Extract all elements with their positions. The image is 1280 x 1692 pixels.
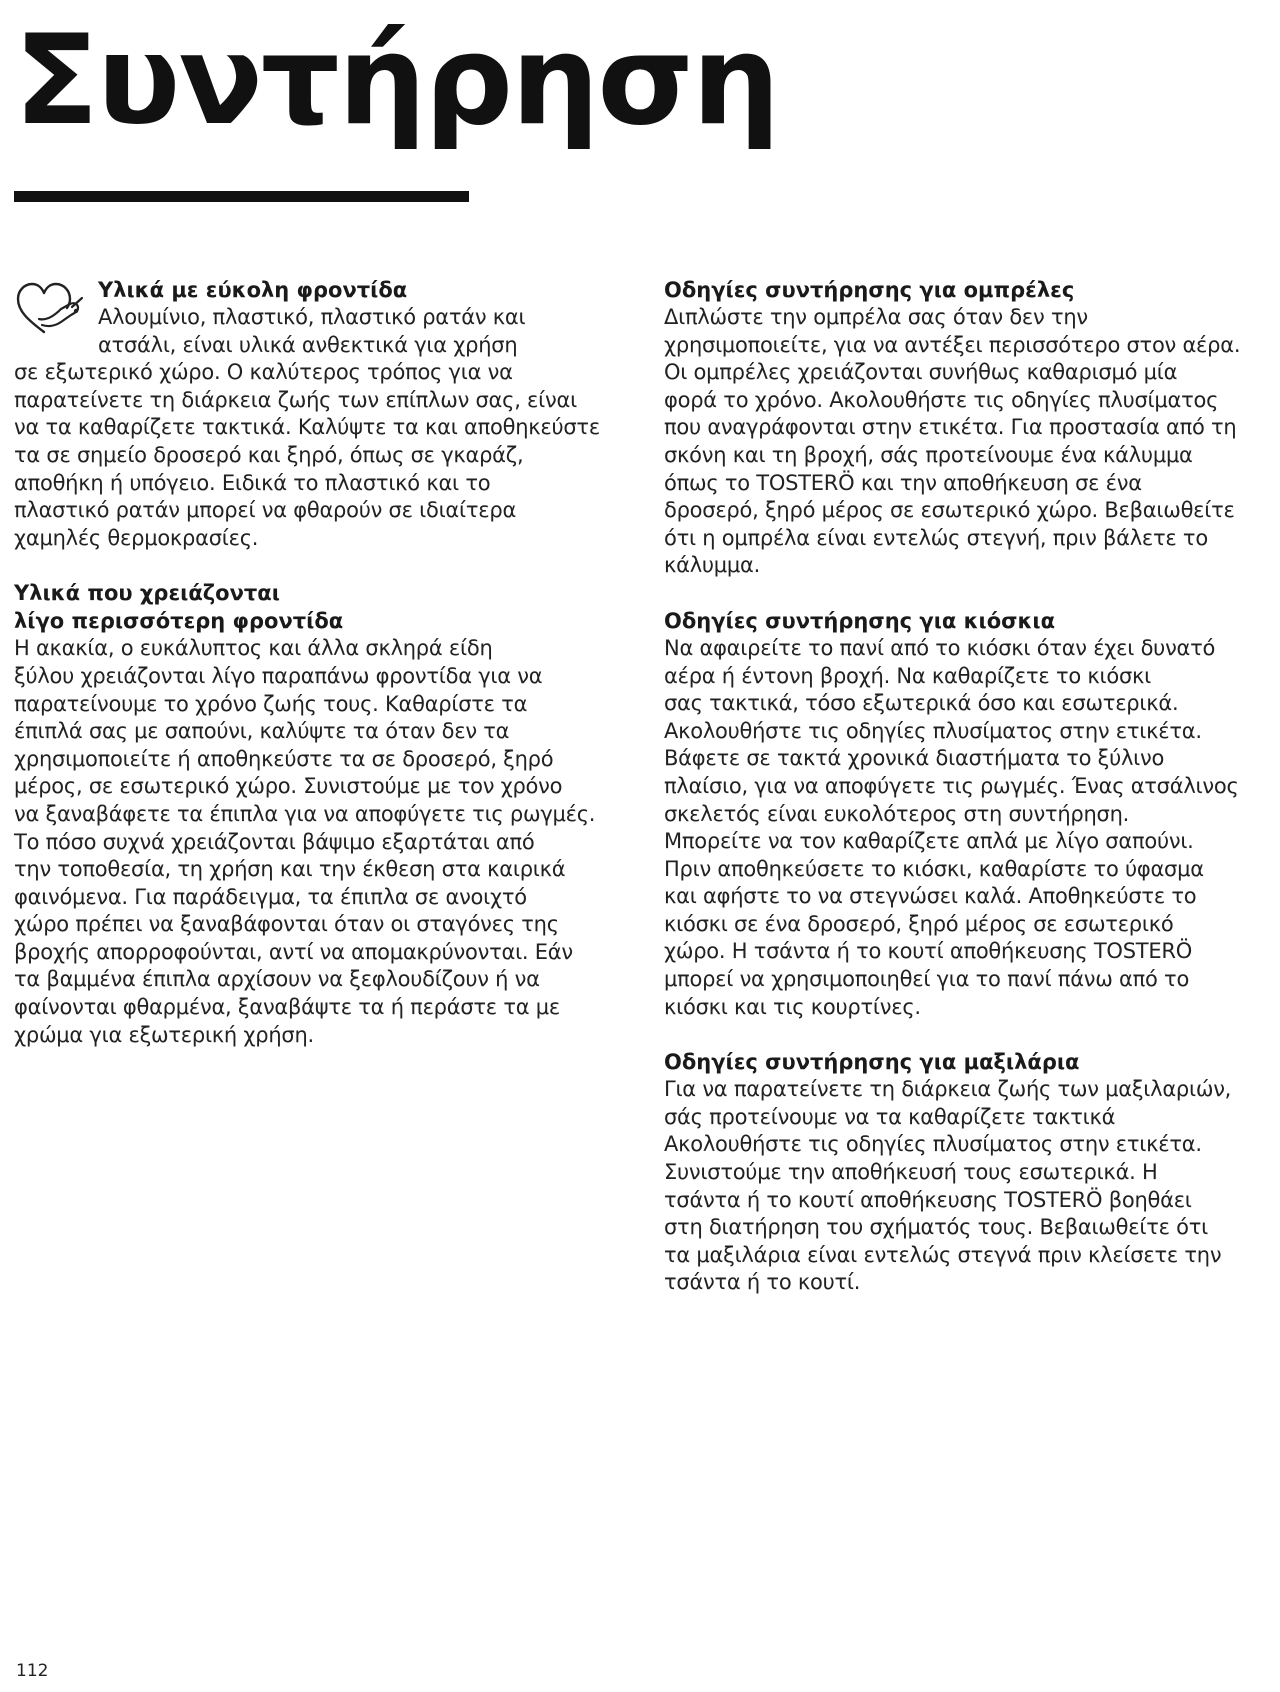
section-heading-gazebos: Οδηγίες συντήρησης για κιόσκια [664, 608, 1056, 633]
text-line: να τα καθαρίζετε τακτικά. Καλύψτε τα και αποθηκεύστε [14, 415, 600, 440]
text-line: κιόσκι σε ένα δροσερό, ξηρό μέρος σε εσωτερικό [664, 911, 1174, 936]
text-line: δροσερό, ξηρό μέρος σε εσωτερικό χώρο. Βεβαιωθείτε [664, 498, 1235, 523]
text-line: σκόνη και τη βροχή, σάς προτείνουμε ένα κάλυμμα [664, 442, 1193, 467]
text-line: στη διατήρηση του σχήματός τους. Βεβαιωθείτε ότι [664, 1215, 1208, 1240]
text-line: κάλυμμα. [664, 553, 761, 578]
text-line: Οι ομπρέλες χρειάζονται συνήθως καθαρισμό μία [664, 360, 1178, 385]
text-line: τα βαμμένα έπιπλα αρχίσουν να ξεφλουδίζουν ή να [14, 967, 540, 992]
text-line: πλαίσιο, για να αποφύγετε τις ρωγμές. Ένας ατσάλινος [664, 773, 1239, 798]
text-line: σας τακτικά, τόσο εξωτερικά όσο και εσωτερικά. [664, 691, 1179, 716]
text-line: μέρος, σε εσωτερικό χώρο. Συνιστούμε με τον χρόνο [14, 774, 563, 799]
text-line: Μπορείτε να τον καθαρίζετε απλά με λίγο σαπούνι. [664, 829, 1194, 854]
text-line: που αναγράφονται στην ετικέτα. Για προστασία από τη [664, 415, 1237, 440]
text-line: την τοποθεσία, τη χρήση και την έκθεση στα καιρικά [14, 857, 566, 882]
text-line: και αφήστε το να στεγνώσει καλά. Αποθηκεύστε το [664, 884, 1197, 909]
text-line: βροχής απορροφούνται, αντί να απομακρύνονται. Εάν [14, 939, 573, 964]
text-line: Πριν αποθηκεύσετε το κιόσκι, καθαρίστε το ύφασμα [664, 856, 1204, 881]
text-line: ότι η ομπρέλα είναι εντελώς στεγνή, πριν βάλετε το [664, 525, 1208, 550]
section-body-cushions [664, 1076, 1276, 1297]
text-line: χρησιμοποιείτε, για να αντέξει περισσότερο στον αέρα. [664, 332, 1241, 357]
text-line: μπορεί να χρησιμοποιηθεί για το πανί πάνω από το [664, 967, 1190, 992]
text-line: ξύλου χρειάζονται λίγο παραπάνω φροντίδα για να [14, 663, 543, 688]
right-column [664, 276, 1276, 1324]
text-line: όπως το TOSTERÖ και την αποθήκευση σε ένα [664, 470, 1142, 495]
section-gazebos [664, 607, 1276, 1021]
text-line: αποθήκη ή υπόγειο. Ειδικά το πλαστικό και το [14, 470, 491, 495]
text-line: φαινόμενα. Για παράδειγμα, τα έπιπλα σε ανοιχτό [14, 884, 527, 909]
section-heading-cushions: Οδηγίες συντήρησης για μαξιλάρια [664, 1050, 1080, 1075]
page-title: Συντήρηση [14, 9, 779, 153]
text-line: Αλουμίνιο, πλαστικό, πλαστικό ρατάν και [98, 305, 526, 329]
text-line: τσάντα ή το κουτί. [664, 1270, 861, 1295]
text-line: Ακολουθήστε τις οδηγίες πλυσίματος στην ετικέτα. [664, 1132, 1202, 1157]
section-body-gazebos [664, 635, 1276, 1021]
text-line: κιόσκι και τις κουρτίνες. [664, 994, 921, 1019]
text-line: παρατείνουμε το χρόνο ζωής τους. Καθαρίστε τα [14, 691, 528, 716]
heading-line: Υλικά που χρειάζονται [14, 581, 280, 606]
text-line: σκελετός είναι ευκολότερος στη συντήρηση. [664, 801, 1130, 826]
page-number: 112 [16, 1661, 49, 1681]
left-column [14, 276, 644, 1076]
text-line: χρησιμοποιείτε ή αποθηκεύστε τα σε δροσερό, ξηρό [14, 746, 554, 771]
section-body-more-care [14, 635, 644, 1049]
text-line: Βάφετε σε τακτά χρονικά διαστήματα το ξύλινο [664, 746, 1165, 771]
section-umbrellas [664, 276, 1276, 580]
text-line: Για να παρατείνετε τη διάρκεια ζωής των μαξιλαριών, [664, 1077, 1232, 1102]
text-line: χρώμα για εξωτερική χρήση. [14, 1022, 314, 1047]
text-line: να ξαναβάφετε τα έπιπλα για να αποφύγετε τις ρωγμές. [14, 801, 596, 826]
text-line: παρατείνετε τη διάρκεια ζωής των επίπλων σας, είναι [14, 387, 577, 412]
title-divider [14, 191, 469, 202]
section-easy-care [14, 276, 644, 552]
text-line: έπιπλά σας με σαπούνι, καλύψτε τα όταν δεν τα [14, 719, 510, 744]
text-line: σε εξωτερικό χώρο. Ο καλύτερος τρόπος για να [14, 360, 513, 385]
text-line: χώρο. Η τσάντα ή το κουτί αποθήκευσης TOSTERÖ [664, 939, 1192, 964]
heading-line: λίγο περισσότερη φροντίδα [14, 609, 344, 634]
text-line: Να αφαιρείτε το πανί από το κιόσκι όταν έχει δυνατό [664, 635, 1216, 660]
text-line: χαμηλές θερμοκρασίες. [14, 525, 259, 550]
text-line: χώρο πρέπει να ξαναβάφονται όταν οι σταγόνες της [14, 912, 559, 937]
text-line: Ακολουθήστε τις οδηγίες πλυσίματος στην ετικέτα. [664, 718, 1202, 743]
text-line: ατσάλι, είναι υλικά ανθεκτικά για χρήση [98, 332, 518, 357]
text-line: τα μαξιλάρια είναι εντελώς στεγνά πριν κλείσετε την [664, 1242, 1222, 1267]
section-heading-more-care [14, 579, 644, 635]
text-line: τσάντα ή το κουτί αποθήκευσης TOSTERÖ βοηθάει [664, 1187, 1192, 1212]
text-line: Η ακακία, ο ευκάλυπτος και άλλα σκληρά είδη [14, 636, 493, 661]
text-line: Συνιστούμε την αποθήκευσή τους εσωτερικά. Η [664, 1160, 1158, 1185]
text-line: Το πόσο συχνά χρειάζονται βάψιμο εξαρτάται από [14, 829, 535, 854]
section-more-care [14, 579, 644, 1049]
section-cushions [664, 1048, 1276, 1297]
text-line: φορά το χρόνο. Ακολουθήστε τις οδηγίες πλυσίματος [664, 387, 1219, 412]
section-body-easy-care [14, 304, 644, 552]
text-line: Διπλώστε την ομπρέλα σας όταν δεν την [664, 305, 1088, 329]
section-heading-easy-care: Υλικά με εύκολη φροντίδα [98, 278, 408, 302]
section-heading-umbrellas: Οδηγίες συντήρησης για ομπρέλες [664, 278, 1075, 302]
text-line: αέρα ή έντονη βροχή. Να καθαρίζετε το κιόσκι [664, 663, 1151, 688]
section-body-umbrellas [664, 304, 1276, 580]
text-line: φαίνονται φθαρμένα, ξαναβάψτε τα ή περάστε τα με [14, 995, 560, 1020]
text-line: πλαστικό ρατάν μπορεί να φθαρούν σε ιδιαίτερα [14, 498, 517, 523]
text-line: τα σε σημείο δροσερό και ξηρό, όπως σε γκαράζ, [14, 442, 524, 467]
text-line: σάς προτείνουμε να τα καθαρίζετε τακτικά [664, 1104, 1116, 1129]
